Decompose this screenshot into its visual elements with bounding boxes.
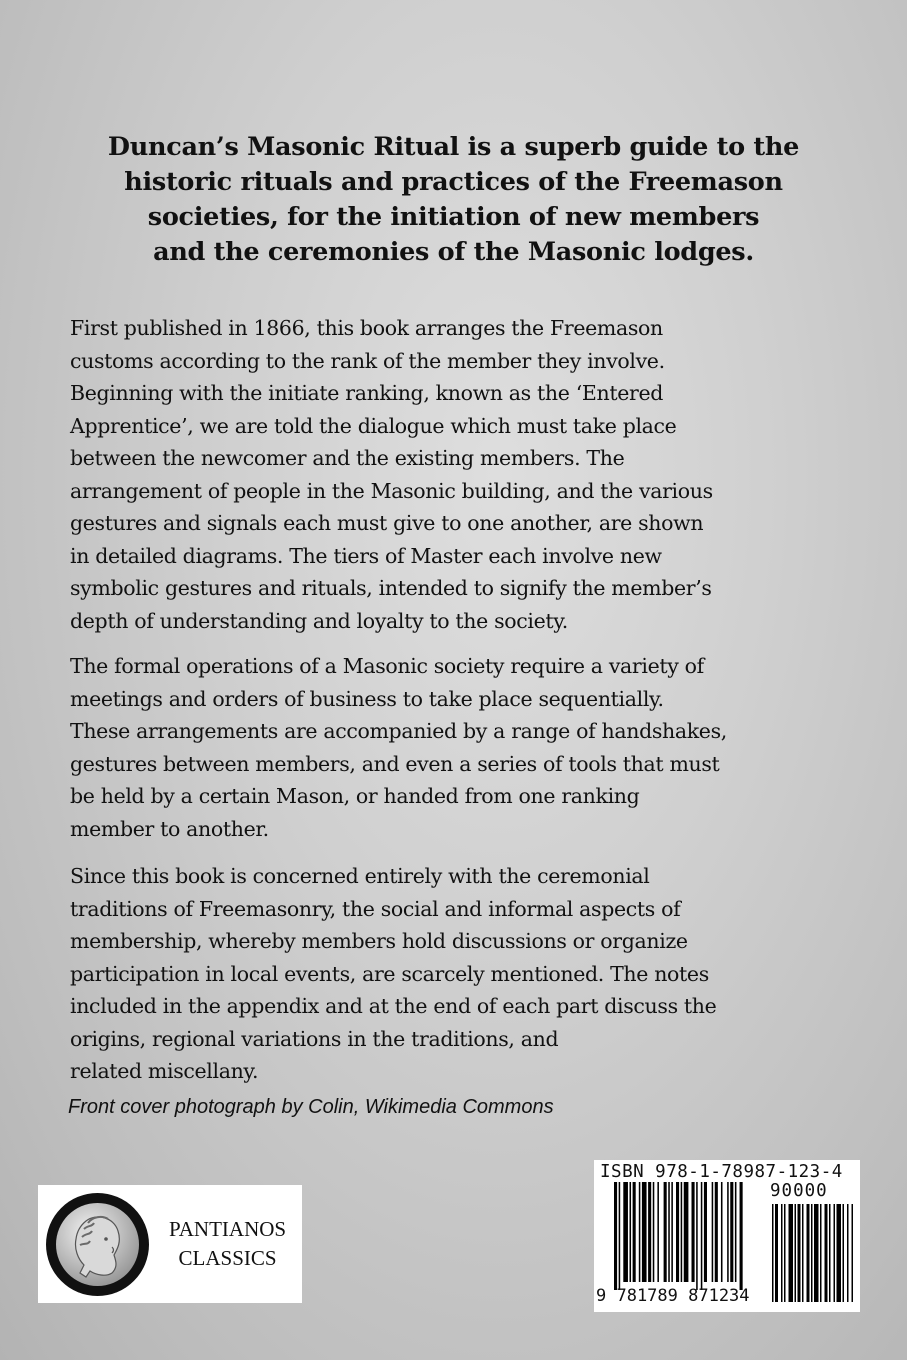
headline-line: historic rituals and practices of the Freemason <box>124 167 783 197</box>
barcode-bar <box>614 1182 617 1290</box>
text-line: symbolic gestures and rituals, intended to signify the member’s <box>70 576 712 600</box>
barcode-bar <box>623 1182 628 1282</box>
barcode-bar <box>630 1182 632 1282</box>
barcode-bar <box>657 1182 659 1282</box>
barcode-bar <box>775 1204 778 1302</box>
text-line: membership, whereby members hold discussions or organize <box>70 929 688 953</box>
text-line: related miscellany. <box>70 1059 259 1083</box>
text-line: traditions of Freemasonry, the social and informal aspects of <box>70 896 681 921</box>
portrait-profile-icon <box>56 1203 139 1286</box>
barcode-bar <box>642 1182 647 1282</box>
barcode-bar <box>676 1182 679 1282</box>
blurb-headline <box>60 130 847 270</box>
text-line: origins, regional variations in the traditions, and <box>70 1026 559 1051</box>
ean-digits: 9 781789 871234 <box>596 1286 750 1306</box>
barcode-bar <box>843 1204 845 1302</box>
barcode-bar <box>789 1204 794 1302</box>
barcode-bar <box>807 1204 810 1302</box>
barcode-bar <box>704 1182 707 1282</box>
barcode-bar <box>811 1204 813 1302</box>
text-line: gestures and signals each must give to one another, are shown <box>70 511 704 535</box>
text-line: participation in local events, are scarcely mentioned. The notes <box>70 961 709 986</box>
addon-digits: 90000 <box>770 1181 828 1201</box>
barcode-bar <box>712 1182 714 1282</box>
barcode-bar <box>701 1182 703 1290</box>
barcode-bar <box>633 1182 636 1282</box>
text-line: included in the appendix and at the end of each part discuss the <box>70 994 717 1018</box>
publisher-name <box>169 1215 286 1273</box>
text-line: gestures between members, and even a series of tools that must <box>70 751 720 776</box>
barcode-bar <box>715 1182 718 1282</box>
headline-line: Duncan’s Masonic Ritual is a superb guide to the <box>107 132 800 162</box>
barcode-bar <box>696 1182 698 1290</box>
barcode-bar <box>639 1182 641 1282</box>
barcode-bar <box>852 1204 854 1302</box>
barcode-bar <box>730 1182 733 1282</box>
text-line: be held by a certain Mason, or handed from one ranking <box>70 784 640 808</box>
photo-credit: Front cover photograph by Colin, Wikimedia Commons <box>68 1096 554 1118</box>
barcode-bar <box>825 1204 828 1302</box>
headline-line: and the ceremonies of the Masonic lodges. <box>153 237 754 267</box>
headline-line: societies, for the initiation of new members <box>147 202 760 232</box>
publisher-logo <box>38 1185 302 1303</box>
barcode-bar <box>692 1182 695 1282</box>
text-line: member to another. <box>70 816 269 841</box>
text-line: First published in 1866, this book arranges the Freemason <box>70 316 663 340</box>
isbn-barcode <box>594 1160 860 1312</box>
description-paragraph-2 <box>70 650 860 845</box>
barcode-bar <box>781 1204 783 1302</box>
barcode-bar <box>664 1182 667 1282</box>
barcode-bar <box>668 1182 670 1282</box>
publisher-name-line1: PANTIANOS <box>169 1217 287 1241</box>
barcode-bar <box>684 1182 689 1282</box>
barcode-bar <box>681 1182 683 1282</box>
barcode-bar <box>735 1182 737 1282</box>
barcode-bar <box>837 1204 842 1302</box>
barcode-bar <box>834 1204 836 1302</box>
isbn-label: ISBN 978-1-78987-123-4 <box>600 1162 843 1182</box>
text-line: These arrangements are accompanied by a range of handshakes, <box>70 719 727 743</box>
text-line: Beginning with the initiate ranking, known as the ‘Entered <box>70 381 663 405</box>
text-line: Apprentice’, we are told the dialogue which must take place <box>70 413 677 438</box>
barcode-bar <box>740 1182 743 1290</box>
barcode-bar <box>721 1182 723 1282</box>
barcode-bar <box>814 1204 819 1302</box>
barcode-bar <box>795 1204 797 1302</box>
text-line: in detailed diagrams. The tiers of Master each involve new <box>70 543 662 568</box>
barcode-bar <box>820 1204 822 1302</box>
publisher-name-line2: CLASSICS <box>178 1246 277 1270</box>
barcode-bar <box>727 1182 729 1282</box>
barcode-bar <box>847 1204 849 1302</box>
text-line: Since this book is concerned entirely with the ceremonial <box>70 864 650 888</box>
coin-portrait-icon <box>46 1193 149 1296</box>
description-paragraph-1 <box>70 312 860 637</box>
barcode-bar <box>619 1182 621 1290</box>
barcode-bar <box>798 1204 801 1302</box>
text-line: customs according to the rank of the member they involve. <box>70 348 665 373</box>
barcode-bar <box>772 1204 774 1302</box>
barcode-bar <box>784 1204 786 1302</box>
description-paragraph-3 <box>70 860 860 1088</box>
text-line: The formal operations of a Masonic society require a variety of <box>70 654 704 678</box>
barcode-bar <box>653 1182 655 1282</box>
text-line: between the newcomer and the existing members. The <box>70 446 625 470</box>
barcode-bar <box>829 1204 831 1302</box>
text-line: arrangement of people in the Masonic building, and the various <box>70 478 713 503</box>
text-line: meetings and orders of business to take place sequentially. <box>70 686 664 711</box>
barcode-bar <box>802 1204 804 1302</box>
text-line: depth of understanding and loyalty to the society. <box>70 608 568 633</box>
barcode-bar <box>648 1182 651 1282</box>
barcode-bar <box>671 1182 673 1282</box>
